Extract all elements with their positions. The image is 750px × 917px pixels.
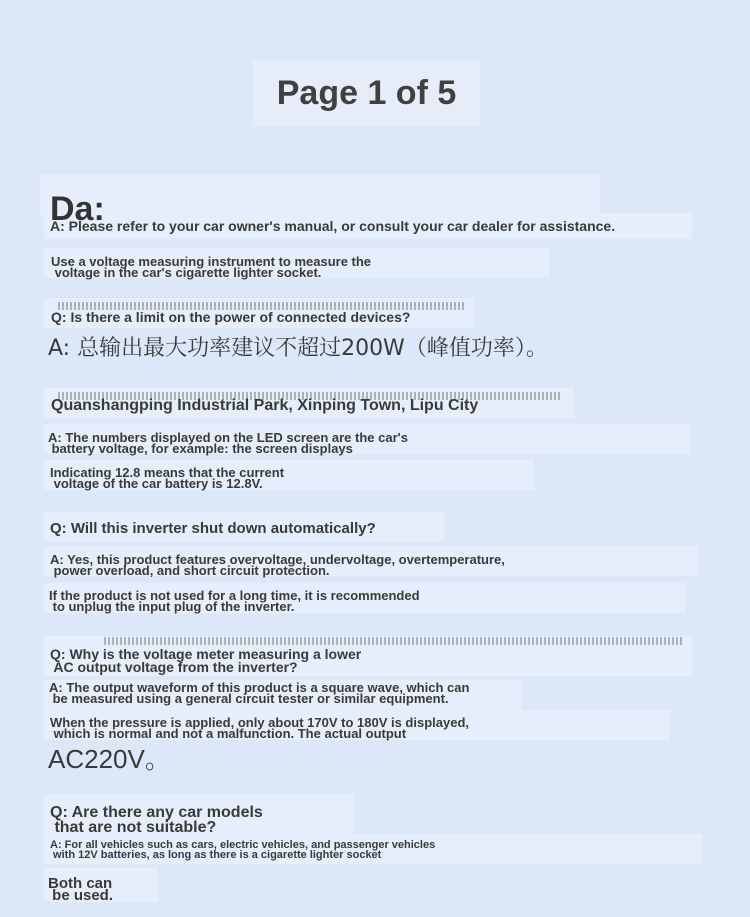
question-models-line1: Q: Are there any car models bbox=[50, 804, 263, 821]
answer-power-limit: A: 总输出最大功率建议不超过200W（峰值功率）。 bbox=[48, 336, 548, 361]
answer-shutdown-line1: A: Yes, this product features overvoltage, undervoltage, overtemperature, bbox=[50, 552, 505, 567]
answer-led-line1: A: The numbers displayed on the LED screen are the car's bbox=[48, 430, 408, 445]
question-shutdown: Q: Will this inverter shut down automatically? bbox=[50, 520, 376, 537]
question-lower-voltage-line1: Q: Why is the voltage meter measuring a lower bbox=[50, 646, 362, 662]
both-can-line2: be used. bbox=[48, 887, 114, 904]
unplug-line1: If the product is not used for a long time, it is recommended bbox=[49, 588, 420, 603]
answer-waveform-line1: A: The output waveform of this product is a square wave, which can bbox=[49, 680, 470, 695]
ac-output: AC220V。 bbox=[48, 744, 171, 774]
answer-models-line2: with 12V batteries, as long as there is a cigarette lighter socket bbox=[50, 849, 382, 861]
answer-models-line1: A: For all vehicles such as cars, electric vehicles, and passenger vehicles bbox=[50, 839, 436, 851]
question-models-line2: that are not suitable? bbox=[50, 819, 217, 836]
heading: Da: bbox=[50, 190, 105, 228]
answer-shutdown-line2: power overload, and short circuit protection. bbox=[50, 563, 330, 578]
page-title: Page 1 of 5 bbox=[253, 60, 480, 126]
answer-led-line2: battery voltage, for example: the screen displays bbox=[48, 441, 353, 456]
question-lower-voltage-line2: AC output voltage from the inverter? bbox=[50, 659, 298, 675]
voltage-measure-line2: voltage in the car's cigarette lighter socket. bbox=[51, 265, 322, 280]
both-can-line1: Both can bbox=[48, 875, 113, 892]
pressure-line2: which is normal and not a malfunction. The actual output bbox=[50, 726, 407, 741]
pressure-line1: When the pressure is applied, only about 170V to 180V is displayed, bbox=[50, 715, 470, 730]
blurred-text bbox=[104, 637, 684, 645]
answer-manual: A: Please refer to your car owner's manual, or consult your car dealer for assistance. bbox=[50, 218, 616, 234]
unplug-line2: to unplug the input plug of the inverter. bbox=[49, 599, 295, 614]
answer-waveform-line2: be measured using a general circuit tester or similar equipment. bbox=[49, 691, 449, 706]
led-example-line1: Indicating 12.8 means that the current bbox=[50, 465, 285, 480]
led-example-line2: voltage of the car battery is 12.8V. bbox=[50, 476, 263, 491]
voltage-measure-line1: Use a voltage measuring instrument to measure the bbox=[51, 254, 372, 269]
address: Quanshangping Industrial Park, Xinping Town, Lipu City bbox=[51, 397, 479, 414]
question-power-limit: Q: Is there a limit on the power of connected devices? bbox=[51, 309, 411, 325]
